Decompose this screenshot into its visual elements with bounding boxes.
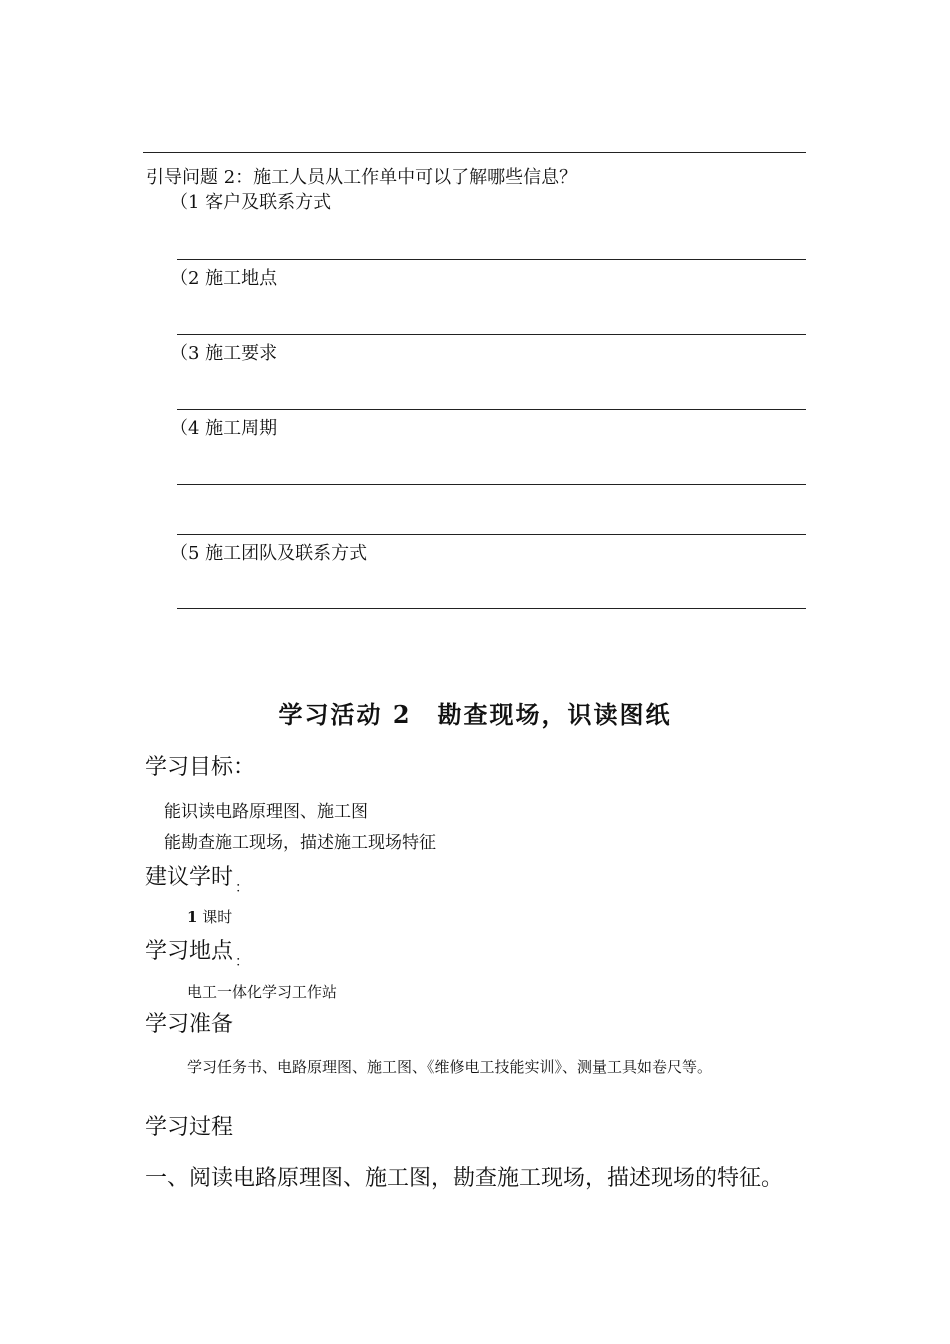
step-one: 一、阅读电路原理图、施工图，勘查施工现场，描述现场的特征。 xyxy=(145,1166,784,1191)
place-heading xyxy=(145,934,250,970)
hours-number: 1 xyxy=(187,908,198,926)
guide-item-1: （1 客户及联系方式 xyxy=(170,192,332,213)
guide-item-2: （2 施工地点 xyxy=(170,268,278,289)
guide-question-label: 引导问题 2：施工人员从工作单中可以了解哪些信息？ xyxy=(146,167,578,188)
guide-item-5: （5 施工团队及联系方式 xyxy=(170,543,368,564)
answer-line-1 xyxy=(177,259,806,260)
hours-heading xyxy=(145,860,250,896)
guide-item-4: （4 施工周期 xyxy=(170,418,278,439)
goal-item-1: 能识读电路原理图、施工图 xyxy=(164,802,368,822)
guide-item-3: （3 施工要求 xyxy=(170,343,278,364)
answer-line-4a xyxy=(177,484,806,485)
goal-item-2: 能勘查施工现场，描述施工现场特征 xyxy=(164,833,436,853)
hours-heading-text: 建议学时 xyxy=(145,865,234,890)
top-divider xyxy=(143,152,806,153)
hours-value xyxy=(187,906,232,927)
answer-line-4b xyxy=(177,534,806,535)
answer-line-2 xyxy=(177,334,806,335)
process-heading: 学习过程 xyxy=(145,1115,234,1140)
answer-line-5 xyxy=(177,608,806,609)
goals-heading: 学习目标： xyxy=(145,755,256,780)
activity-title: 学习活动 2 勘查现场，识读图纸 xyxy=(278,700,672,729)
place-heading-text: 学习地点 xyxy=(145,939,234,964)
answer-line-3 xyxy=(177,409,806,410)
place-value: 电工一体化学习工作站 xyxy=(187,983,338,1001)
hours-unit: 课时 xyxy=(202,908,233,926)
place-heading-colon: ： xyxy=(235,954,250,970)
prep-value: 学习任务书、电路原理图、施工图、《维修电工技能实训》、测量工具如卷尺等。 xyxy=(187,1058,713,1076)
prep-heading: 学习准备 xyxy=(145,1012,234,1037)
hours-heading-colon: ： xyxy=(235,880,250,896)
